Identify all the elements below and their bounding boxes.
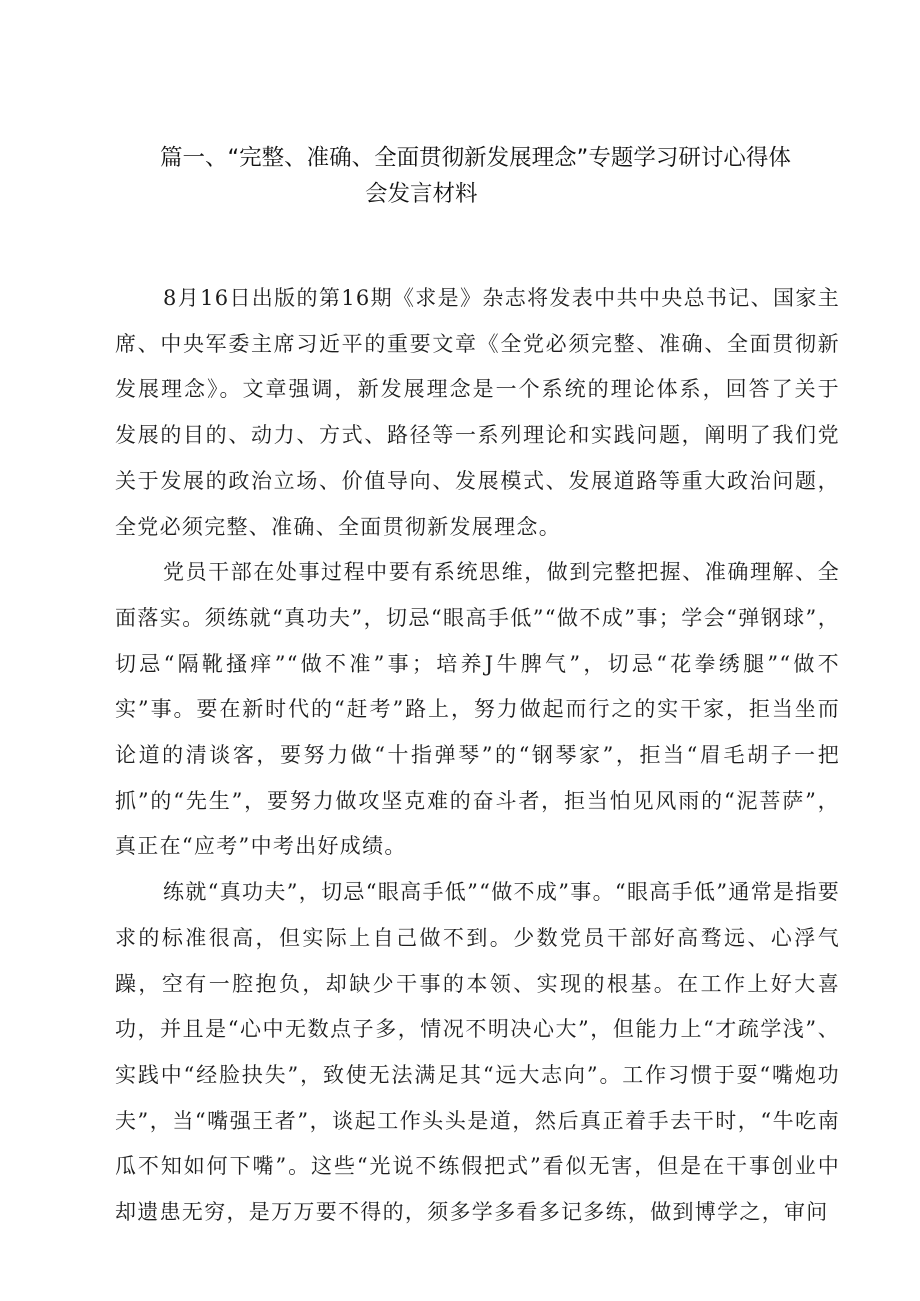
paragraph-2: 党员干部在处事过程中要有系统思维，做到完整把握、准确理解、全面落实。须练就“真功夫”，切忌“眼高手低”“做不成”事；学会“弹钢球”，切忌“隔靴搔痒”“做不准”事；培养J牛脾气”，切忌“花拳绣腿”“做不实”事。要在新时代的“赶考”路上，努力做起而行之的实干家，拒当坐而论道的清谈客，要努力做“十指弹琴”的“钢琴家”，拒当“眉毛胡子一把抓”的“先生”，要努力做攻坚克难的奋斗者，拒当怕见风雨的“泥菩萨”，真正在“应考”中考出好成绩。	[115, 560, 840, 859]
title-line-1: 篇一、“完整、准确、全面贯彻新发展理念”专题学习研讨心得体	[160, 145, 791, 171]
title-line-2: 会发言材料	[365, 181, 478, 207]
document-title	[160, 140, 860, 212]
paragraph-1: 8月16日出版的第16期《求是》杂志将发表中共中央总书记、国家主席、中央军委主席习近平的重要文章《全党必须完整、准确、全面贯彻新发展理念》。文章强调，新发展理念是一个系统的理论体系，回答了关于发展的目的、动力、方式、路径等一系列理论和实践问题，阐明了我们党关于发展的政治立场、价值导向、发展模式、发展道路等重大政治问题，全党必须完整、准确、全面贯彻新发展理念。	[115, 286, 840, 539]
paragraph-3: 练就“真功夫”，切忌“眼高手低”“做不成”事。“眼高手低”通常是指要求的标准很高，但实际上自己做不到。少数党员干部好高骛远、心浮气躁，空有一腔抱负，却缺少干事的本领、实现的根基。在工作上好大喜功，并且是“心中无数点子多，情况不明决心大”，但能力上“才疏学浅”、实践中“经脸抉失”，致使无法满足其“远大志向”。工作习惯于耍“嘴炮功夫”，当“嘴强王者”，谈起工作头头是道，然后真正着手去干时，“牛吃南瓜不知如何下嘴”。这些“光说不练假把式”看似无害，但是在干事创业中却遗患无穷，是万万要不得的，须多学多看多记多练，做到博学之，审问	[115, 880, 840, 1225]
document-body	[115, 276, 840, 1236]
